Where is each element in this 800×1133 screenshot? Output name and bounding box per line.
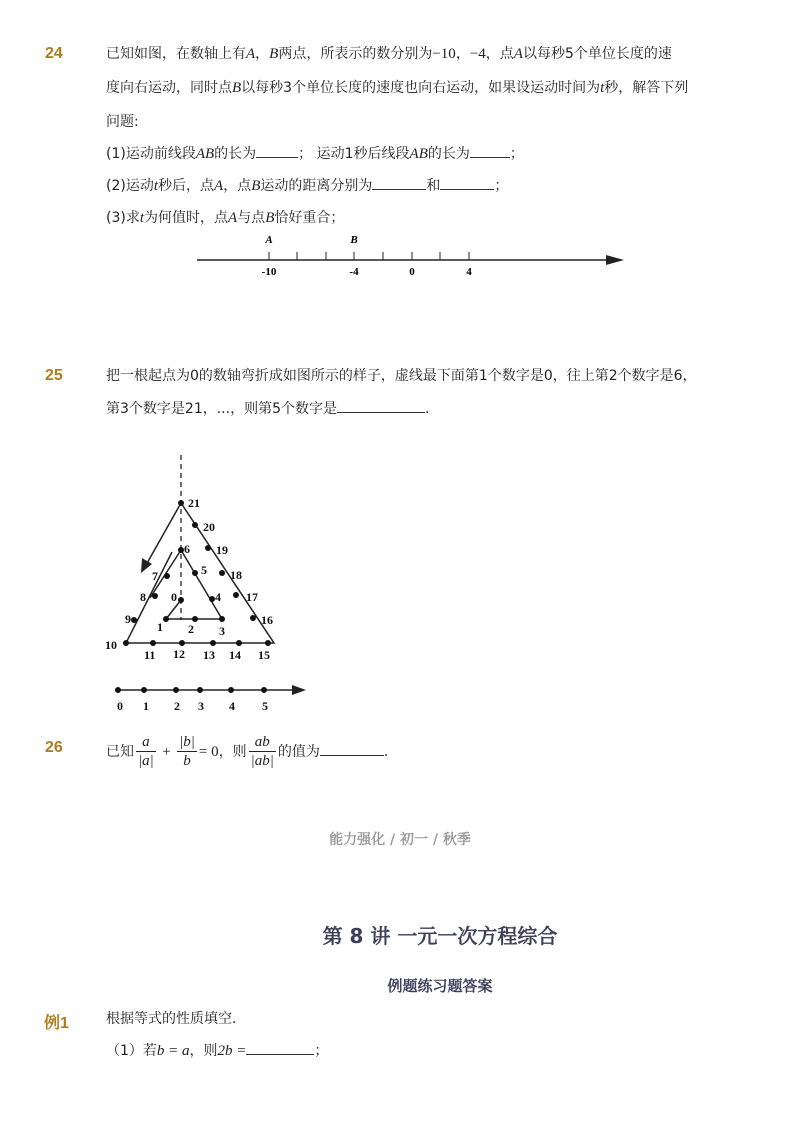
figure-number: 19	[216, 543, 228, 557]
lecture-title: 第 8 讲 一元一次方程综合	[322, 924, 558, 948]
q24-number-line-figure	[0, 0, 800, 290]
figure-number: 13	[203, 648, 215, 662]
number-dots	[123, 500, 271, 646]
fraction-ab-over-abs-ab: $\frac{ab}{|ab|}$	[250, 734, 274, 769]
axis-number: 5	[262, 699, 268, 713]
q25-line-1: 把一根起点为0的数轴弯折成如图所示的样子，虚线最下面第1个数字是0，往上第2个数字是6，	[106, 368, 697, 384]
figure-number: 21	[188, 496, 200, 510]
figure-number: 8	[140, 590, 146, 604]
figure-number: 11	[144, 648, 156, 662]
q24-part-3: (3)求t为何值时，点A与点B恰好重合；	[106, 210, 345, 226]
axis-number: 3	[198, 699, 204, 713]
figure-number: 16	[261, 613, 273, 627]
arrow-head-icon	[141, 558, 152, 573]
figure-number: 14	[229, 648, 241, 662]
figure-number: 10	[105, 638, 117, 652]
outer-path	[126, 503, 274, 643]
figure-number: 3	[219, 624, 225, 638]
q26-line: 已知 $\frac{a}{|a|}$ + $\frac{|b|}{b}$ = 0，则 $\frac{ab}{|ab|}$ 的值为 .	[106, 734, 389, 769]
figure-number: 12	[173, 647, 185, 661]
question-number-26: 26	[45, 739, 63, 756]
figure-number: 5	[201, 563, 207, 577]
answer-blank[interactable]	[246, 1042, 314, 1055]
q24-line-3: 问题:	[106, 114, 139, 130]
number-line-arrow-icon	[606, 255, 624, 265]
figure-number: 9	[125, 612, 131, 626]
fraction-abs-b-over-b: $\frac{|b|}{b}$	[179, 734, 195, 769]
point-label-B: B	[350, 234, 358, 246]
axis-number: 1	[143, 699, 149, 713]
tick-label: -10	[261, 266, 277, 278]
point-label-A: A	[265, 234, 273, 246]
axis-number: 2	[174, 699, 180, 713]
example-label: 例1	[44, 1015, 69, 1032]
number-line-ticks	[269, 252, 469, 260]
arrow-line	[146, 503, 181, 565]
figure-number: 6	[184, 542, 190, 556]
axis-arrow-icon	[292, 685, 306, 695]
figure-number: 18	[230, 568, 242, 582]
tick-label: -4	[349, 266, 359, 278]
figure-number: 2	[188, 622, 194, 636]
axis-number: 4	[229, 699, 235, 713]
tick-label: 0	[409, 266, 415, 278]
q24-line-2: 度向右运动，同时点B以每秒3个单位长度的速度也向右运动，如果设运动时间为t秒，解答下列	[106, 80, 689, 96]
figure-number: 17	[246, 590, 258, 604]
figure-number: 7	[152, 569, 158, 583]
figure-number: 0	[171, 590, 177, 604]
fraction-a-over-abs-a: $\frac{a}{|a|}$	[138, 734, 154, 769]
lecture-subtitle: 例题练习题答案	[387, 977, 493, 995]
q24-part-2: (2)运动t秒后，点A，点B运动的距离分别为 和 ；	[106, 178, 509, 194]
answer-blank[interactable]	[337, 400, 425, 413]
q25-folded-number-line-figure	[0, 440, 360, 720]
question-number-24: 24	[45, 45, 63, 62]
q24-line-1: 已知如图，在数轴上有A，B两点，所表示的数分别为−10，−4，点A以每秒5个单位长度的速	[106, 46, 672, 62]
q24-part-1: (1)运动前线段AB的长为 ； 运动1秒后线段AB的长为 ；	[106, 146, 524, 162]
example1-text: 根据等式的性质填空．	[106, 1011, 246, 1027]
page-footer: 能力强化 / 初一 / 秋季	[329, 832, 471, 848]
figure-number: 1	[157, 620, 163, 634]
answer-blank[interactable]	[320, 743, 384, 756]
middle-path	[150, 550, 222, 619]
q25-line-2: 第3个数字是21，...，则第5个数字是 ．	[106, 401, 439, 417]
question-number-25: 25	[45, 367, 63, 384]
figure-number: 20	[203, 520, 215, 534]
tick-label: 4	[466, 266, 472, 278]
axis-number: 0	[117, 699, 123, 713]
figure-number: 15	[258, 648, 270, 662]
figure-number: 4	[215, 590, 221, 604]
example1-sub1: （1）若b = a，则2b = ；	[106, 1043, 329, 1059]
